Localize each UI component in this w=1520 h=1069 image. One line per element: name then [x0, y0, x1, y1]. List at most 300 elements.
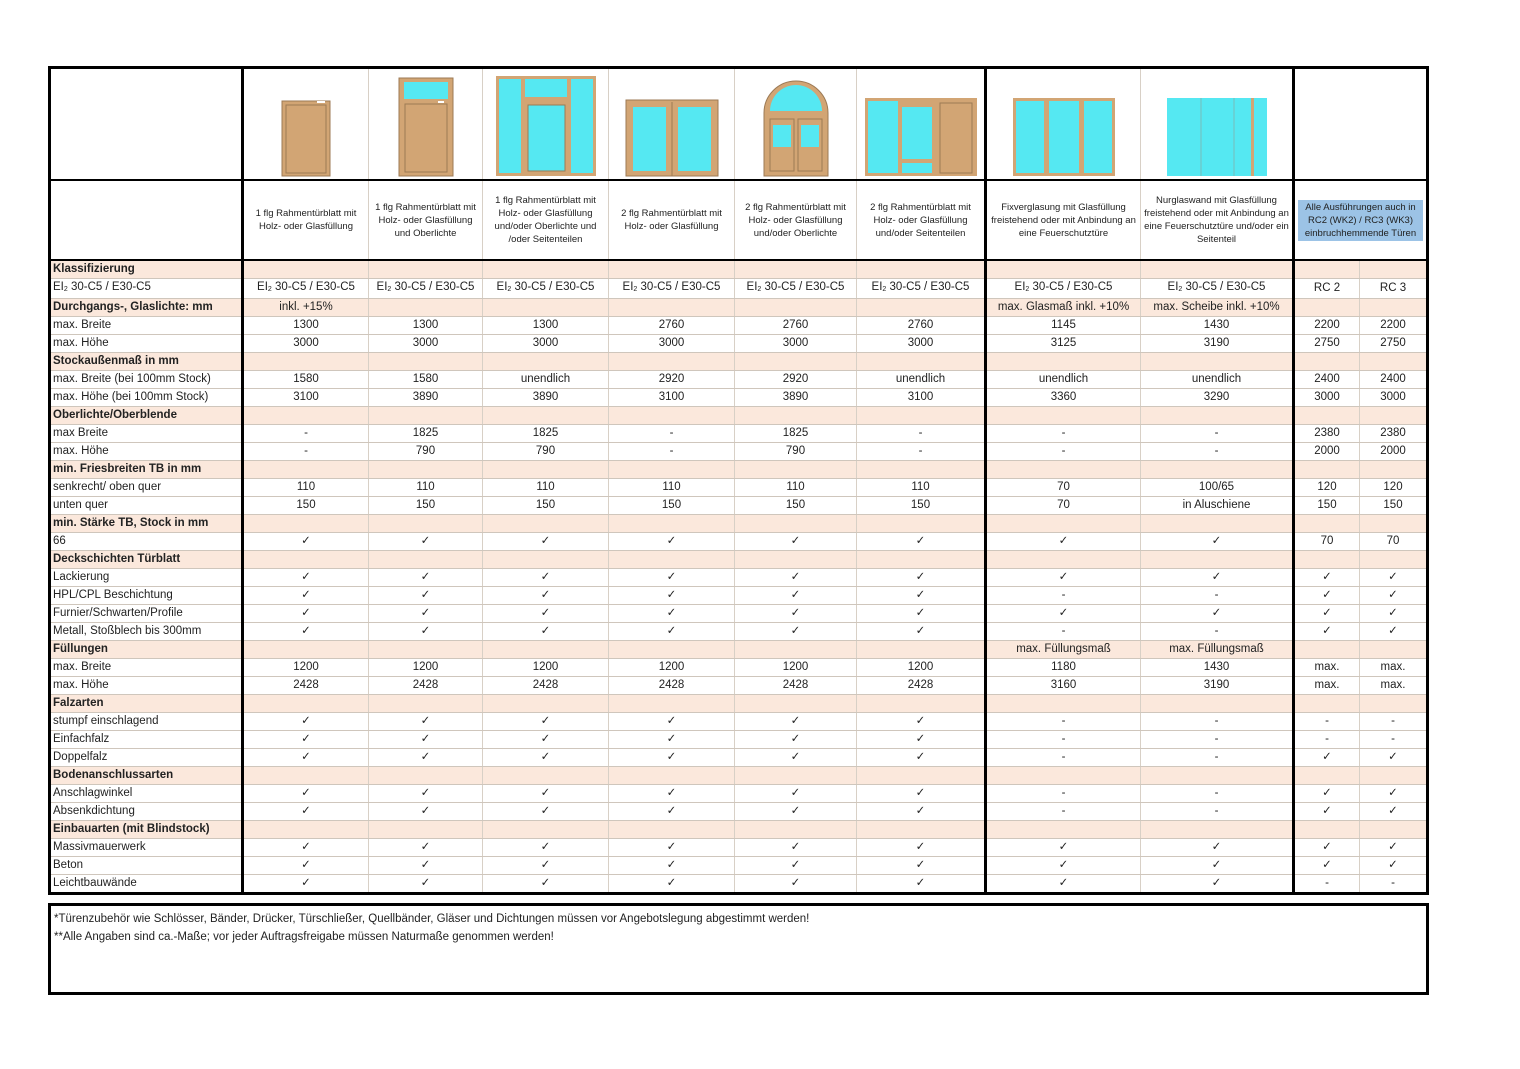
table-cell: -	[1294, 731, 1360, 749]
table-cell: ✓	[1360, 623, 1428, 641]
table-cell: 70	[1360, 533, 1428, 551]
table-cell: ✓	[483, 623, 609, 641]
section-cell	[857, 461, 986, 479]
table-cell: ✓	[243, 569, 369, 587]
column-description: Fixverglasung mit Glasfüllung freistehend oder mit Anbindung an eine Feuerschutztüre	[986, 180, 1141, 260]
section-cell	[986, 767, 1141, 785]
section-cell	[369, 299, 483, 317]
table-row	[50, 857, 1428, 875]
table-cell: ✓	[986, 533, 1141, 551]
single-door-icon	[244, 99, 368, 177]
table-cell: 3190	[1141, 677, 1294, 695]
image-cell	[1141, 68, 1294, 181]
table-cell: -	[986, 749, 1141, 767]
section-cell	[1294, 353, 1360, 371]
table-cell: -	[857, 443, 986, 461]
table-cell: ✓	[369, 839, 483, 857]
table-cell: -	[1294, 713, 1360, 731]
table-cell: 3000	[1360, 389, 1428, 407]
double-door-icon	[609, 99, 734, 177]
section-row	[50, 353, 1428, 371]
row-label: Massivmauerwerk	[50, 839, 243, 857]
table-cell: -	[1141, 443, 1294, 461]
section-cell	[1141, 461, 1294, 479]
row-label: senkrecht/ oben quer	[50, 479, 243, 497]
row-label: max. Höhe (bei 100mm Stock)	[50, 389, 243, 407]
section-label: min. Friesbreiten TB in mm	[50, 461, 243, 479]
table-row	[50, 317, 1428, 335]
table-cell: in Aluschiene	[1141, 497, 1294, 515]
table-cell: ✓	[735, 839, 857, 857]
table-row	[50, 533, 1428, 551]
classification-cell: $EI_2$ 30-C5 / E30-C5	[483, 279, 609, 299]
table-cell: 1430	[1141, 317, 1294, 335]
section-row	[50, 407, 1428, 425]
row-label: Furnier/Schwarten/Profile	[50, 605, 243, 623]
table-cell: ✓	[735, 569, 857, 587]
section-cell	[369, 641, 483, 659]
table-cell: ✓	[986, 857, 1141, 875]
table-cell: ✓	[986, 875, 1141, 894]
image-cell	[735, 68, 857, 181]
table-cell: 1200	[369, 659, 483, 677]
table-cell: ✓	[1141, 605, 1294, 623]
corner-cell	[50, 68, 243, 181]
section-cell	[986, 551, 1141, 569]
section-cell	[369, 260, 483, 279]
footnote-2: **Alle Angaben sind ca.-Maße; vor jeder Auftragsfreigabe müssen Naturmaße genommen werden!	[54, 931, 554, 943]
table-cell: 2200	[1360, 317, 1428, 335]
double-door-arch-icon	[735, 79, 856, 177]
table-cell: max.	[1360, 659, 1428, 677]
section-cell	[857, 695, 986, 713]
section-cell	[1294, 641, 1360, 659]
table-cell: 1180	[986, 659, 1141, 677]
section-cell	[1141, 551, 1294, 569]
table-cell: ✓	[735, 713, 857, 731]
table-cell: 3000	[1294, 389, 1360, 407]
table-row	[50, 389, 1428, 407]
table-cell: 100/65	[1141, 479, 1294, 497]
table-cell: 3000	[857, 335, 986, 353]
table-row	[50, 785, 1428, 803]
section-cell	[986, 461, 1141, 479]
table-cell: ✓	[735, 875, 857, 894]
section-cell	[369, 515, 483, 533]
table-cell: 2760	[857, 317, 986, 335]
table-cell: 790	[483, 443, 609, 461]
table-row	[50, 713, 1428, 731]
table-cell: 1825	[483, 425, 609, 443]
section-cell	[609, 407, 735, 425]
section-cell	[735, 461, 857, 479]
section-cell	[857, 515, 986, 533]
section-cell	[483, 767, 609, 785]
section-cell	[735, 821, 857, 839]
section-row	[50, 299, 1428, 317]
row-label: max. Breite	[50, 659, 243, 677]
section-cell	[1294, 515, 1360, 533]
section-cell	[243, 353, 369, 371]
section-cell	[1141, 767, 1294, 785]
table-cell: ✓	[243, 587, 369, 605]
table-cell: unendlich	[857, 371, 986, 389]
table-cell: ✓	[1294, 587, 1360, 605]
table-cell: 70	[986, 479, 1141, 497]
table-cell: 1825	[735, 425, 857, 443]
column-description: Nurglaswand mit Glasfüllung freistehend oder mit Anbindung an eine Feuerschutztüre und/oder ein Seitenteil	[1141, 180, 1294, 260]
section-cell	[735, 353, 857, 371]
section-row	[50, 695, 1428, 713]
section-cell	[483, 260, 609, 279]
table-cell: 2380	[1294, 425, 1360, 443]
table-cell: unendlich	[1141, 371, 1294, 389]
table-cell: ✓	[857, 623, 986, 641]
section-cell	[483, 299, 609, 317]
table-cell: -	[1141, 731, 1294, 749]
table-cell: ✓	[243, 803, 369, 821]
table-cell: ✓	[1141, 857, 1294, 875]
table-cell: ✓	[369, 533, 483, 551]
table-row	[50, 587, 1428, 605]
table-cell: 1145	[986, 317, 1141, 335]
table-cell: -	[1141, 785, 1294, 803]
table-cell: -	[986, 587, 1141, 605]
row-label: Lackierung	[50, 569, 243, 587]
section-row	[50, 461, 1428, 479]
rc-note: Alle Ausführungen auch in RC2 (WK2) / RC3 (WK3) einbruchhemmende Türen	[1298, 200, 1423, 241]
table-cell: ✓	[857, 569, 986, 587]
table-cell: -	[986, 713, 1141, 731]
row-label: max. Höhe	[50, 335, 243, 353]
column-description: 2 flg Rahmentürblatt mit Holz- oder Glasfüllung	[609, 180, 735, 260]
section-cell	[1294, 260, 1360, 279]
table-cell: ✓	[243, 605, 369, 623]
table-cell: ✓	[986, 569, 1141, 587]
section-cell	[609, 551, 735, 569]
classification-row	[50, 279, 1428, 299]
table-cell: -	[243, 443, 369, 461]
table-cell: ✓	[609, 605, 735, 623]
section-cell	[1141, 821, 1294, 839]
all-glass-wall-icon	[1141, 97, 1292, 177]
table-cell: ✓	[857, 857, 986, 875]
table-cell: 1200	[735, 659, 857, 677]
section-cell	[735, 299, 857, 317]
table-cell: 150	[369, 497, 483, 515]
table-cell: 120	[1294, 479, 1360, 497]
table-cell: ✓	[1141, 569, 1294, 587]
table-cell: ✓	[609, 569, 735, 587]
fixed-glazing-icon	[987, 97, 1140, 177]
table-cell: 1200	[483, 659, 609, 677]
section-label: Einbauarten (mit Blindstock)	[50, 821, 243, 839]
table-cell: ✓	[369, 875, 483, 894]
table-cell: -	[1360, 875, 1428, 894]
table-cell: 3890	[483, 389, 609, 407]
section-cell	[369, 407, 483, 425]
section-note: max. Scheibe inkl. +10%	[1141, 299, 1294, 317]
section-cell	[986, 353, 1141, 371]
row-label: max. Breite (bei 100mm Stock)	[50, 371, 243, 389]
table-row	[50, 623, 1428, 641]
table-row	[50, 497, 1428, 515]
section-cell	[1141, 695, 1294, 713]
table-cell: ✓	[609, 875, 735, 894]
section-cell	[986, 695, 1141, 713]
table-cell: ✓	[735, 803, 857, 821]
table-cell: 3000	[735, 335, 857, 353]
section-cell	[609, 767, 735, 785]
section-cell	[1294, 821, 1360, 839]
classification-label: $EI_2$ 30-C5 / E30-C5	[50, 279, 243, 299]
table-cell: ✓	[243, 533, 369, 551]
table-cell: 150	[1294, 497, 1360, 515]
classification-cell: $EI_2$ 30-C5 / E30-C5	[609, 279, 735, 299]
table-cell: 2760	[609, 317, 735, 335]
table-cell: ✓	[1294, 623, 1360, 641]
row-label: Absenkdichtung	[50, 803, 243, 821]
section-cell	[609, 353, 735, 371]
table-cell: ✓	[609, 857, 735, 875]
section-cell	[1360, 353, 1428, 371]
section-cell	[1294, 695, 1360, 713]
section-cell	[483, 821, 609, 839]
section-cell	[857, 353, 986, 371]
section-note: max. Füllungsmaß	[986, 641, 1141, 659]
section-cell	[483, 407, 609, 425]
table-cell: ✓	[609, 749, 735, 767]
section-note: max. Glasmaß inkl. +10%	[986, 299, 1141, 317]
table-cell: 3000	[243, 335, 369, 353]
table-cell: 120	[1360, 479, 1428, 497]
door-images-row	[50, 68, 1428, 181]
table-cell: 790	[369, 443, 483, 461]
table-cell: ✓	[1360, 587, 1428, 605]
table-row	[50, 731, 1428, 749]
table-cell: ✓	[243, 785, 369, 803]
section-row	[50, 551, 1428, 569]
row-label: Doppelfalz	[50, 749, 243, 767]
table-cell: 110	[609, 479, 735, 497]
section-cell	[1360, 260, 1428, 279]
footnote-1: *Türenzubehör wie Schlösser, Bänder, Drücker, Türschließer, Quellbänder, Gläser und Dichtungen müssen vor Angebotslegung abgestimmt werden!	[54, 913, 810, 925]
classification-cell: RC 3	[1360, 279, 1428, 299]
row-label: 66	[50, 533, 243, 551]
section-cell	[609, 299, 735, 317]
row-label: Metall, Stoßblech bis 300mm	[50, 623, 243, 641]
table-row	[50, 479, 1428, 497]
section-label: Stockaußenmaß in mm	[50, 353, 243, 371]
table-cell: ✓	[609, 839, 735, 857]
table-cell: max.	[1294, 677, 1360, 695]
table-cell: 3890	[369, 389, 483, 407]
table-cell: ✓	[735, 785, 857, 803]
table-cell: -	[986, 443, 1141, 461]
table-cell: 150	[483, 497, 609, 515]
table-cell: ✓	[483, 857, 609, 875]
section-cell	[369, 461, 483, 479]
table-cell: ✓	[1360, 857, 1428, 875]
section-cell	[243, 821, 369, 839]
table-cell: unendlich	[986, 371, 1141, 389]
section-cell	[735, 260, 857, 279]
table-cell: -	[857, 425, 986, 443]
table-cell: 110	[735, 479, 857, 497]
table-cell: ✓	[857, 713, 986, 731]
column-description: 2 flg Rahmentürblatt mit Holz- oder Glasfüllung und/oder Seitenteilen	[857, 180, 986, 260]
row-label: max Breite	[50, 425, 243, 443]
section-note: inkl. +15%	[243, 299, 369, 317]
section-label: Deckschichten Türblatt	[50, 551, 243, 569]
image-cell	[857, 68, 986, 181]
section-cell	[483, 461, 609, 479]
table-cell: ✓	[369, 785, 483, 803]
table-cell: ✓	[609, 713, 735, 731]
section-cell	[243, 767, 369, 785]
section-label: Falzarten	[50, 695, 243, 713]
table-cell: ✓	[857, 875, 986, 894]
table-cell: ✓	[857, 785, 986, 803]
table-row	[50, 569, 1428, 587]
table-cell: 1825	[369, 425, 483, 443]
corner-cell	[50, 180, 243, 260]
table-cell: 110	[857, 479, 986, 497]
table-cell: -	[1141, 623, 1294, 641]
table-row	[50, 605, 1428, 623]
section-cell	[986, 407, 1141, 425]
table-cell: -	[1141, 587, 1294, 605]
row-label: Einfachfalz	[50, 731, 243, 749]
section-cell	[1360, 821, 1428, 839]
section-cell	[1141, 353, 1294, 371]
table-cell: 2000	[1360, 443, 1428, 461]
table-cell: ✓	[483, 587, 609, 605]
section-cell	[1360, 515, 1428, 533]
table-cell: ✓	[609, 587, 735, 605]
classification-cell: $EI_2$ 30-C5 / E30-C5	[857, 279, 986, 299]
table-cell: 2760	[735, 317, 857, 335]
table-cell: ✓	[735, 749, 857, 767]
table-cell: ✓	[483, 731, 609, 749]
table-cell: ✓	[735, 857, 857, 875]
section-label: Oberlichte/Oberblende	[50, 407, 243, 425]
section-cell	[483, 515, 609, 533]
table-cell: 2428	[243, 677, 369, 695]
table-cell: 3100	[243, 389, 369, 407]
section-row	[50, 260, 1428, 279]
table-row	[50, 839, 1428, 857]
table-cell: 2000	[1294, 443, 1360, 461]
column-description: 2 flg Rahmentürblatt mit Holz- oder Glasfüllung und/oder Oberlichte	[735, 180, 857, 260]
section-cell	[1294, 461, 1360, 479]
table-cell: 3100	[609, 389, 735, 407]
table-cell: 150	[857, 497, 986, 515]
footnotes-box	[48, 903, 1429, 995]
image-cell	[609, 68, 735, 181]
table-cell: ✓	[1360, 605, 1428, 623]
section-note: max. Füllungsmaß	[1141, 641, 1294, 659]
table-cell: -	[243, 425, 369, 443]
section-cell	[609, 515, 735, 533]
table-cell: 2428	[857, 677, 986, 695]
table-cell: ✓	[243, 857, 369, 875]
section-cell	[243, 461, 369, 479]
table-cell: 2428	[735, 677, 857, 695]
section-cell	[857, 299, 986, 317]
section-cell	[1360, 767, 1428, 785]
section-cell	[483, 695, 609, 713]
section-cell	[1141, 407, 1294, 425]
table-cell: ✓	[1360, 785, 1428, 803]
table-cell: ✓	[1294, 785, 1360, 803]
table-cell: ✓	[735, 587, 857, 605]
section-cell	[1294, 551, 1360, 569]
table-cell: ✓	[609, 731, 735, 749]
table-cell: ✓	[735, 731, 857, 749]
table-row	[50, 803, 1428, 821]
table-cell: 1200	[243, 659, 369, 677]
section-cell	[1360, 299, 1428, 317]
table-cell: ✓	[483, 785, 609, 803]
table-cell: ✓	[609, 533, 735, 551]
table-cell: ✓	[857, 605, 986, 623]
section-cell	[1294, 407, 1360, 425]
table-cell: ✓	[243, 623, 369, 641]
table-row	[50, 749, 1428, 767]
classification-cell: $EI_2$ 30-C5 / E30-C5	[243, 279, 369, 299]
table-cell: ✓	[609, 803, 735, 821]
table-row	[50, 875, 1428, 894]
table-cell: ✓	[483, 803, 609, 821]
column-description: 1 flg Rahmentürblatt mit Holz- oder Glasfüllung und Oberlichte	[369, 180, 483, 260]
section-cell	[369, 353, 483, 371]
table-cell: 2200	[1294, 317, 1360, 335]
section-cell	[735, 641, 857, 659]
section-cell	[483, 353, 609, 371]
table-row	[50, 443, 1428, 461]
image-cell	[369, 68, 483, 181]
section-cell	[243, 260, 369, 279]
section-cell	[1141, 515, 1294, 533]
table-cell: 3100	[857, 389, 986, 407]
section-cell	[857, 407, 986, 425]
section-cell	[857, 641, 986, 659]
table-row	[50, 371, 1428, 389]
section-cell	[1360, 551, 1428, 569]
table-cell: 1430	[1141, 659, 1294, 677]
table-cell: ✓	[1294, 803, 1360, 821]
single-door-transom-icon	[369, 77, 482, 177]
table-cell: 2750	[1294, 335, 1360, 353]
section-cell	[243, 407, 369, 425]
classification-cell: $EI_2$ 30-C5 / E30-C5	[986, 279, 1141, 299]
table-cell: ✓	[1294, 839, 1360, 857]
table-cell: ✓	[609, 623, 735, 641]
table-cell: 2920	[735, 371, 857, 389]
table-cell: ✓	[483, 569, 609, 587]
table-cell: ✓	[243, 731, 369, 749]
table-cell: ✓	[1294, 605, 1360, 623]
table-cell: 2400	[1294, 371, 1360, 389]
table-cell: 150	[1360, 497, 1428, 515]
table-cell: -	[609, 443, 735, 461]
table-cell: ✓	[1141, 875, 1294, 894]
table-cell: 3160	[986, 677, 1141, 695]
table-cell: ✓	[1141, 839, 1294, 857]
section-row	[50, 641, 1428, 659]
table-cell: 3000	[609, 335, 735, 353]
